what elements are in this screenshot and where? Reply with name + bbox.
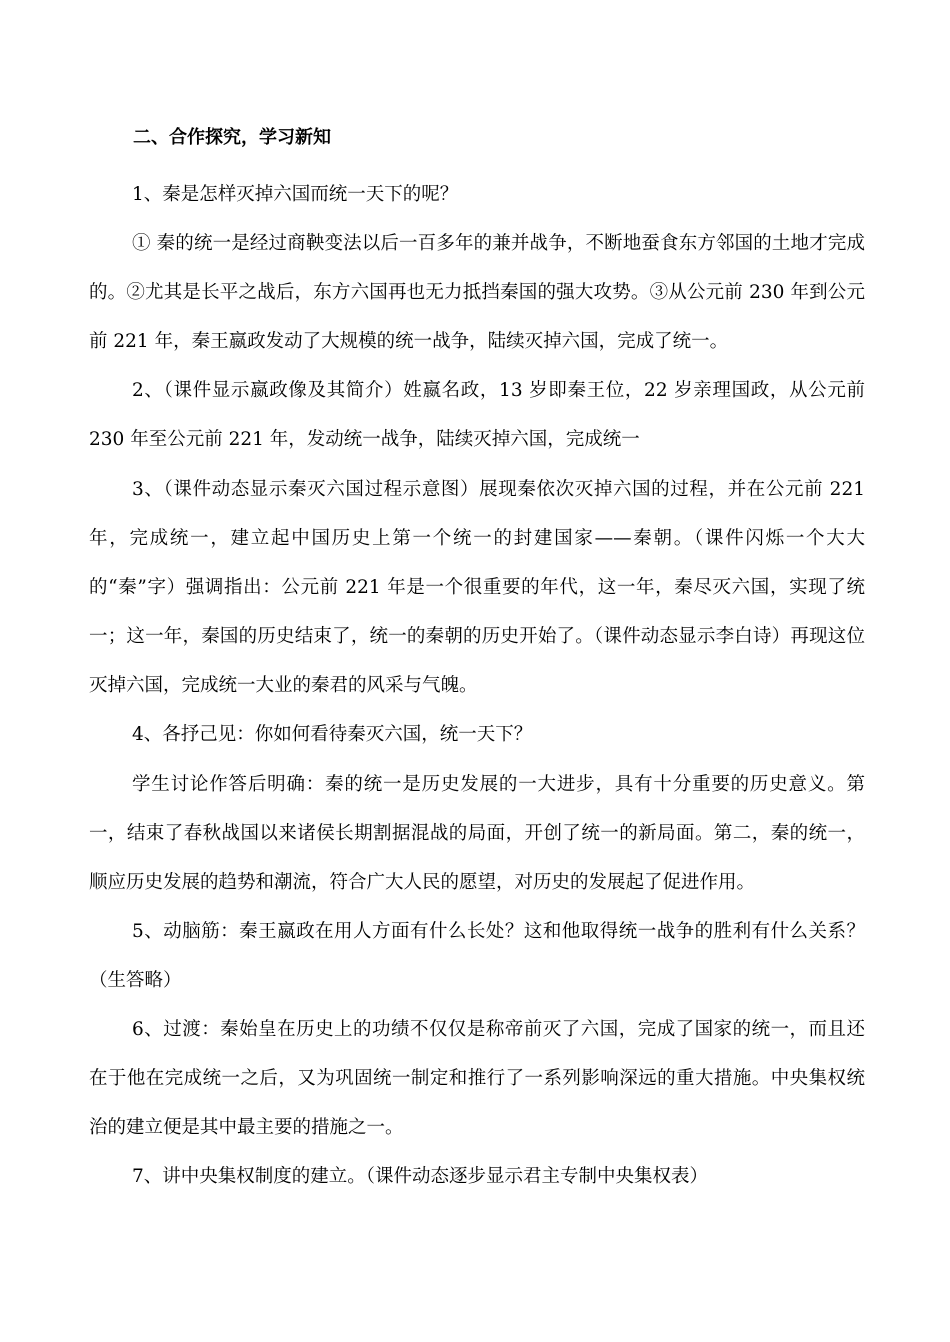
paragraph-4: 3、（课件动态显示秦灭六国过程示意图）展现秦依次灭掉六国的过程，并在公元前 221 年，完成统一，建立起中国历史上第一个统一的封建国家——秦朝。（课件闪烁一个大大的“秦”字）强调指出：公元前 221 年是一个很重要的年代，这一年，秦尽灭六国，实现了统一；这一年，秦国的历史结束了，统一的秦朝的历史开始了。（课件动态显示李白诗）再现这位灭掉六国，完成统一大业的秦君的风采与气魄。 <box>89 479 865 696</box>
paragraph-6: 学生讨论作答后明确：秦的统一是历史发展的一大进步，具有十分重要的历史意义。第一，结束了春秋战国以来诸侯长期割据混战的局面，开创了统一的新局面。第二，秦的统一，顺应历史发展的趋势和潮流，符合广大人民的愿望，对历史的发展起了促进作用。 <box>89 774 865 893</box>
paragraph-9: 7、讲中央集权制度的建立。（课件动态逐步显示君主专制中央集权表） <box>132 1166 709 1187</box>
paragraph-8: 6、过渡：秦始皇在历史上的功绩不仅仅是称帝前灭了六国，完成了国家的统一，而且还在于他在完成统一之后，又为巩固统一制定和推行了一系列影响深远的重大措施。中央集权统治的建立便是其中最主要的措施之一。 <box>89 1019 865 1138</box>
section-heading: 二、合作探究，学习新知 <box>133 127 331 148</box>
paragraph-5: 4、各抒己见：你如何看待秦灭六国，统一天下？ <box>132 724 533 745</box>
paragraph-1: 1、秦是怎样灭掉六国而统一天下的呢？ <box>132 184 459 205</box>
paragraph-2: ① 秦的统一是经过商鞅变法以后一百多年的兼并战争，不断地蚕食东方邻国的土地才完成的。②尤其是长平之战后，东方六国再也无力抵挡秦国的强大攻势。③从公元前 230 年到公元前 221 年，秦王嬴政发动了大规模的统一战争，陆续灭掉六国，完成了统一。 <box>89 233 865 352</box>
paragraph-7: 5、动脑筋：秦王嬴政在用人方面有什么长处？这和他取得统一战争的胜利有什么关系？（生答略） <box>89 921 865 991</box>
paragraph-3: 2、（课件显示嬴政像及其简介）姓嬴名政，13 岁即秦王位，22 岁亲理国政，从公元前 230 年至公元前 221 年，发动统一战争，陆续灭掉六国，完成统一 <box>89 380 865 450</box>
